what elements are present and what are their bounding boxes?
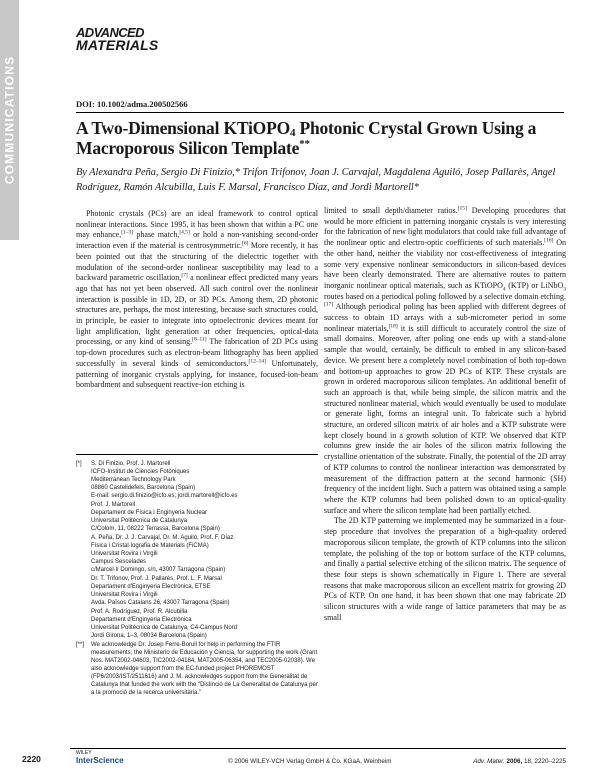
doi: DOI: 10.1002/adma.200502566 <box>76 99 188 109</box>
left-column <box>76 209 318 391</box>
right-column <box>324 206 566 623</box>
publisher-logo: WILEY InterScience <box>76 750 124 765</box>
footnote-mark: [**] <box>76 642 85 648</box>
author-list: By Alexandra Peña, Sergio Di Finizio,* Trifon Trifonov, Joan J. Carvajal, Magdalena Aguiló, Josep Pallarès, Angel Rodríguez, Ramón Alcubilla, Luis F. Marsal, Francisco Díaz, and Jordi Martorell* <box>76 167 556 193</box>
affiliation-block: Prof. J. Martorell Departament de Física i Enginyeria Nuclear Universitat Politècnica de Catalunya C/Colom, 11, 08222 Terrassa, Barcelona (Spain) <box>91 502 220 532</box>
header-rule <box>76 112 564 113</box>
copyright: © 2006 WILEY-VCH Verlag GmbH & Co. KGaA, Weinheim <box>228 758 392 765</box>
intro-paragraph: Photonic crystals (PCs) are an ideal framework to control optical nonlinear interactions. Since 1995, it has been shown that within a PC one may enhance,[1–3] phase match,[4,5] or hold a non-vanishing second-order interaction even if the material is centrosymmetric.[6] More recently, it has been pointed out that the structuring of the dielectric together with modulation of the second-order nonlinear susceptibility may lead to a backward parametric oscillation,[7] a nonlinear effect predicted many years ago that has not yet been observed. All such control over the nonlinear interaction is possible in 1D, 2D, or 3D PCs. Among them, 2D photonic structures are, perhaps, the most interesting, because such structures could, in principle, be easier to integrate into optoelectronic devices meant for light amplification, light generation at other frequencies, optical-data processing, or any kind of sensing.[8–11] The fabrication of 2D PCs using top-down procedures such as electron-beam lithography has been applied successfully in several kinds of semiconductors.[12–14] Unfortunately, patterning of inorganic crystals applying, for instance, focused-ion-beam bombardment and subsequent reactive-ion etching is <box>76 209 319 390</box>
affiliation-block: Prof. A. Rodríguez, Prof. R. Alcubilla Departament d'Enginyeria Electrònica Universitat Politècnica de Catalunya, C4-Campus Nord Jordi Girona, 1–3, 08034 Barcelona (Spain) <box>91 609 238 639</box>
footer-rule <box>70 748 566 749</box>
acknowledgements: We acknowledge Dr. Josep Ferre-Borull for help in performing the FTIR measurements; the Ministerio de Educación y Ciencia, for supporting the work (Grant Nos. MAT2002-04603, TIC2002-04184, MAT2005-06354, and TEC2005-02038). We also acknowledge support from the EC-funded project PHOREMOST (FP6/2003/IST/2511616) and J. M. acknowledges support from the Generalitat de Catalunya that funded the work with the “Distinció de La Generalitat de Catalunya per a la promoció de la recerca universitària.” <box>91 642 318 696</box>
affiliation-block: Dr. T. Trifonov, Prof. J. Pallarès, Prof. L. F. Marsal Departament d'Enginyeria Electrònica, ETSE Universitat Rovira i Virgili Avda. Països Catalans 26, 43007 Tarragona (Spain) <box>91 576 230 606</box>
affiliations <box>76 460 318 697</box>
section-label: COMMUNICATIONS <box>2 55 17 185</box>
affiliation-block: S. Di Finizio, Prof. J. Martorell ICFO-Institut de Ciències Fotòniques Mediterranean Technology Park 08860 Castelldefels, Barcelona (Spain) E-mail: sergio.di.finizio@icfo.es; jordi.martorell@icfo.es <box>91 461 238 499</box>
page-number: 2220 <box>22 754 41 764</box>
journal-citation: Adv. Mater. 2006, 18, 2220–2225 <box>473 758 566 765</box>
affiliation-block: A. Peña, Dr. J. J. Carvajal, Dr. M. Aguiló, Prof. F. Díaz Física i Cristal·lografia de Materials (FiCMA) Universitat Rovira i Virgili Campus Sescelades c/Marcel·lí Domingo, s/n, 43007 Tarragona (Spain) <box>91 535 234 573</box>
footnote-rule <box>76 454 318 455</box>
body-paragraph: limited to small depth/diameter ratios.[15] Developing procedures that would be more efficient in patterning inorganic crystals is very interesting for the fabrication of new light modulators that could take full advantage of the nonlinear optic and electro-optic coefficients of such materials.[16] On the other hand, neither the viability nor cost-effectiveness of integrating some very expensive nonlinear semiconductors in silicon-based devices have been clearly demonstrated. There are alternative routes to pattern inorganic nonlinear optical materials, such as KTiOPO$_4$ (KTP) or LiNbO$_3$ routes based on a periodical poling followed by a selective domain etching.[17] Although periodical poling has been applied with different degrees of success to obtain 1D arrays with a sub-micrometer period in some nonlinear materials,[18] it is still difficult to accurately control the size of small domains. Moreover, after poling one ends up with a stand-alone sample that would, certainly, be difficult to embed in any silicon-based device. We present here a completely novel combination of both top-down and bottom-up approaches to grow 2D PCs of KTP. These crystals are grown in ordered macroporous silicon templates. An additional benefit of such an approach is that, while being simple, the silicon matrix and the structured nonlinear material, which would eventually be used to modulate or generate light, forms an integral unit. To fabricate such a hybrid structure, an ordered silicon matrix of air holes and a KTP substrate were kept closely bound in a growth solution of KTP. We observed that KTP columns grew inside the air holes of the silicon matrix following the crystalline orientation of the substrate. Finally, the potential of the 2D array of KTP columns to control the nonlinear interaction was demonstrated by measurement of the diffraction pattern at the second harmonic (SH) frequency of the incident light. Such a pattern was obtained using a sample where the KTP columns had been polished down to an optical-quality surface and where the silicon template had been partially etched. <box>324 205 567 515</box>
body-paragraph: The 2D KTP patterning we implemented may be summarized in a four-step procedure that involves the preparation of a high-quality ordered macroporous silicon template, the growth of KTP columns into the silicon template, the polishing of the top or bottom surface of the KTP columns, and finally a partial selective etching of the silicon matrix. The sequence of these four steps is shown schematically in Figure 1. There are several reasons that make macroporous silicon an excellent matrix for growing 2D PCs of KTP. On one hand, it has been shown that one may fabricate 2D silicon structures with a wide range of lattice parameters that may be as small <box>324 516 566 622</box>
article-title: A Two-Dimensional KTiOPO$_4$ Photonic Crystal Grown Using a Macroporous Silicon Template** <box>76 118 537 158</box>
footnote-mark: [*] <box>76 461 82 467</box>
journal-logo: ADVANCED MATERIALS <box>76 25 159 53</box>
